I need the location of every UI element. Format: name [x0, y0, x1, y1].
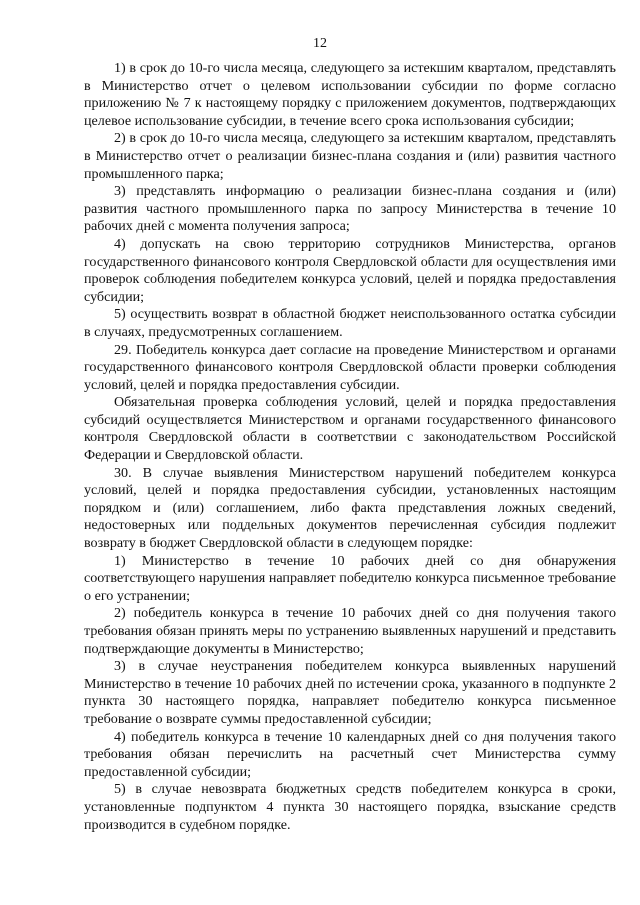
paragraph-clause-30-item-1: 1) Министерство в течение 10 рабочих дней со дня обнаружения соответствующего нарушения направляет победителю конкурса письменное требование о его устранении; — [84, 552, 616, 604]
paragraph-item-3-information-on-request: 3) представлять информацию о реализации бизнес-плана создания и (или) развития частного промышленного парка по запросу Министерства в течение 10 рабочих дней с момента получения запроса; — [84, 183, 616, 235]
paragraph-clause-30-item-2: 2) победитель конкурса в течение 10 рабочих дней со дня получения такого требования обязан принять меры по устранению выявленных нарушений и представить подтверждающие документы в Министерство; — [84, 605, 616, 657]
paragraph-clause-30-item-3: 3) в случае неустранения победителем конкурса выявленных нарушений Министерство в течение 10 рабочих дней по истечении срока, указанного в подпункте 2 пункта 30 настоящего порядка, направляет победителю конкурса письменное требование о возврате суммы предоставленной субсидии; — [84, 658, 616, 727]
document-body — [84, 60, 616, 834]
paragraph-clause-30-item-4: 4) победитель конкурса в течение 10 календарных дней со дня получения такого требования обязан перечислить на расчетный счет Министерства сумму предоставленной субсидии; — [84, 728, 616, 780]
paragraph-item-5-return-unused-balance: 5) осуществить возврат в областной бюджет неиспользованного остатка субсидии в случаях, предусмотренных соглашением. — [84, 306, 616, 340]
paragraph-mandatory-inspection: Обязательная проверка соблюдения условий, целей и порядка предоставления субсидий осуществляется Министерством и органами государственного финансового контроля Свердловской области в соответствии с законодательством Российской Федерации и Свердловской области. — [84, 394, 616, 464]
paragraph-clause-30: 30. В случае выявления Министерством нарушений победителем конкурса условий, целей и порядка предоставления субсидии, установленных настоящим порядком и (или) соглашением, либо факта представления ложных сведений, недостоверных или поддельных документов перечисленная субсидия подлежит возврату в бюджет Свердловской области в следующем порядке: — [84, 464, 616, 552]
paragraph-item-4-inspection-access: 4) допускать на свою территорию сотрудников Министерства, органов государственного финансового контроля Свердловской области для осуществления ими проверок соблюдения победителем конкурса условий, целей и порядка предоставления субсидии; — [84, 235, 616, 305]
paragraph-item-2-reporting-business-plan: 2) в срок до 10-го числа месяца, следующего за истекшим кварталом, представлять в Министерство отчет о реализации бизнес-плана создания и (или) развития частного промышленного парка; — [84, 130, 616, 182]
paragraph-clause-30-item-5: 5) в случае невозврата бюджетных средств победителем конкурса в сроки, установленные подпунктом 4 пункта 30 настоящего порядка, взыскание средств производится в судебном порядке. — [84, 781, 616, 833]
paragraph-clause-29: 29. Победитель конкурса дает согласие на проведение Министерством и органами государственного финансового контроля Свердловской области проверки соблюдения условий, целей и порядка предоставления субсидии. — [84, 341, 616, 393]
page-number: 12 — [313, 36, 327, 51]
paragraph-item-1-reporting-target-use: 1) в срок до 10-го числа месяца, следующего за истекшим кварталом, представлять в Министерство отчет о целевом использовании субсидии по форме согласно приложению № 7 к настоящему порядку с приложением документов, подтверждающих целевое использование субсидии, в течение всего срока использования субсидии; — [84, 60, 616, 129]
